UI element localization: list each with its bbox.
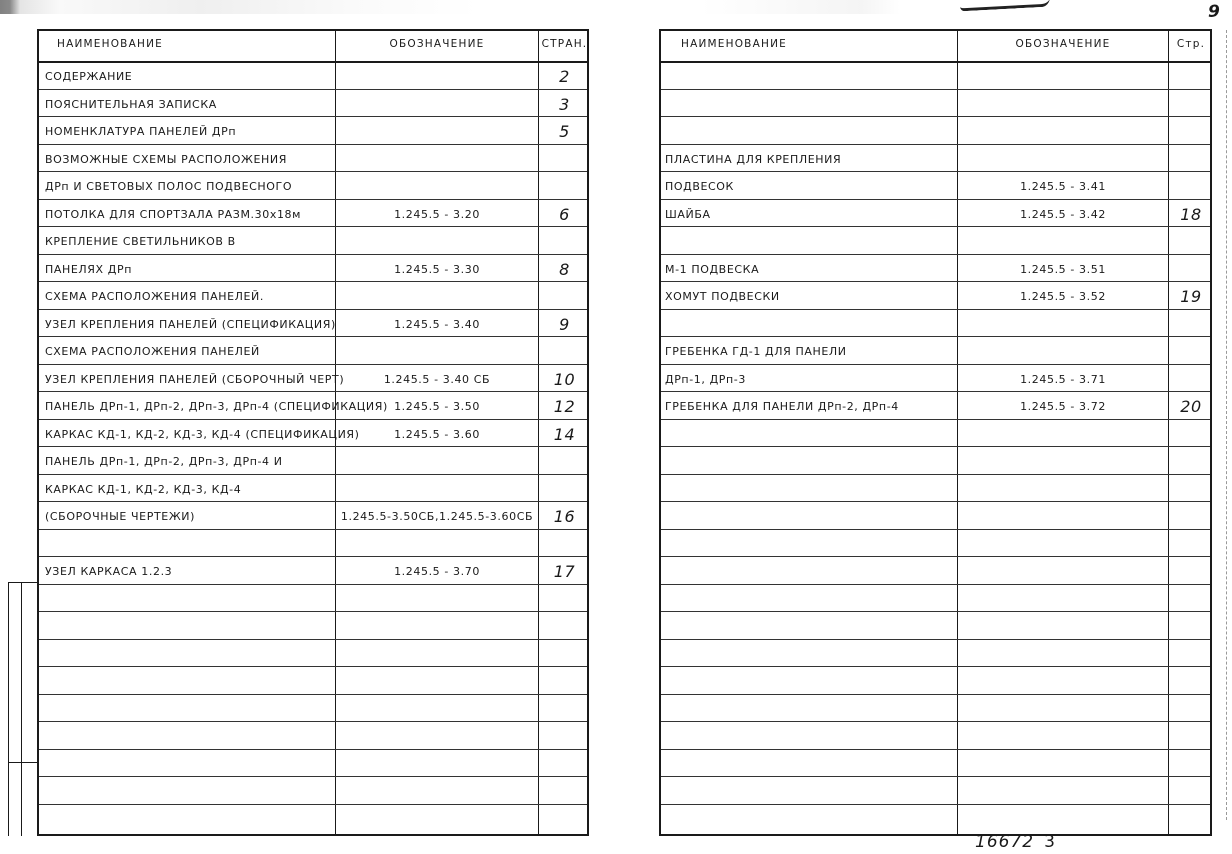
row-name: ГРЕБЕНКА ДЛЯ ПАНЕЛИ ДРп-2, ДРп-4 (665, 400, 899, 413)
row-page: 12 (553, 397, 576, 416)
header-code: ОБОЗНАЧЕНИЕ (389, 38, 485, 50)
row-code: 1.245.5 - 3.20 (394, 207, 480, 221)
table-row (39, 806, 587, 833)
table-row (39, 613, 587, 640)
row-page: 17 (553, 562, 576, 581)
row-divider (661, 666, 1210, 667)
binding-margin-line (21, 582, 22, 836)
row-divider (39, 474, 587, 475)
table-row (661, 228, 1210, 255)
contents-table-right (659, 29, 1212, 836)
row-divider (661, 584, 1210, 585)
table-row (661, 668, 1210, 695)
row-divider (661, 144, 1210, 145)
table-row (661, 641, 1210, 668)
table-row (661, 586, 1210, 613)
row-code: 1.245.5 - 3.72 (1020, 400, 1106, 413)
row-name: КРЕПЛЕНИЕ СВЕТИЛЬНИКОВ В (45, 235, 236, 248)
row-divider (39, 309, 587, 310)
row-divider (39, 529, 587, 530)
row-divider (661, 364, 1210, 365)
row-code: 1.245.5 - 3.40 СБ (383, 372, 491, 386)
table-row (661, 118, 1210, 145)
header-name: НАИМЕНОВАНИЕ (681, 38, 787, 50)
row-divider (661, 611, 1210, 612)
header-code: ОБОЗНАЧЕНИЕ (1015, 38, 1111, 50)
row-name: КАРКАС КД-1, КД-2, КД-3, КД-4 (45, 482, 242, 496)
row-divider (661, 336, 1210, 337)
table-row (39, 586, 587, 613)
table-row (661, 503, 1210, 530)
row-divider (39, 501, 587, 502)
row-divider (39, 804, 587, 805)
row-code: 1.245.5 - 3.50 (394, 400, 480, 413)
row-code: 1.245.5 - 3.52 (1020, 290, 1106, 303)
row-code: 1.245.5 - 3.40 (394, 317, 480, 331)
table-row (661, 201, 1210, 228)
table-row (39, 723, 587, 750)
table-header (39, 31, 587, 58)
row-divider (661, 501, 1210, 502)
row-divider (661, 694, 1210, 695)
row-divider (661, 776, 1210, 777)
row-divider (39, 226, 587, 227)
table-row (39, 118, 587, 145)
table-row (39, 311, 587, 338)
row-page: 5 (559, 122, 570, 141)
row-divider (661, 309, 1210, 310)
row-divider (39, 364, 587, 365)
binding-margin-tick (8, 762, 37, 763)
binding-margin-tick (8, 582, 37, 583)
row-name: ПОЯСНИТЕЛЬНАЯ ЗАПИСКА (45, 97, 217, 111)
row-divider (39, 611, 587, 612)
row-name: ПАНЕЛЯХ ДРп (45, 262, 132, 276)
table-row (661, 613, 1210, 640)
table-row (661, 283, 1210, 310)
table-row (39, 503, 587, 530)
row-page: 10 (553, 369, 576, 389)
table-row (661, 696, 1210, 723)
table-row (39, 531, 587, 558)
contents-table-left (37, 29, 589, 836)
table-row (661, 338, 1210, 365)
row-name: ШАЙБА (665, 207, 711, 221)
row-page: 16 (553, 507, 576, 526)
table-row (39, 778, 587, 805)
table-row (661, 806, 1210, 833)
row-name: ПАНЕЛЬ ДРп-1, ДРп-2, ДРп-3, ДРп-4 И (45, 455, 283, 468)
row-code: 1.245.5 - 3.41 (1020, 180, 1106, 193)
row-divider (39, 89, 587, 90)
row-divider (39, 419, 587, 420)
row-code: 1.245.5 - 3.30 (394, 262, 480, 276)
sheet-index: 3 (1044, 832, 1056, 852)
row-divider (39, 144, 587, 145)
table-row (661, 311, 1210, 338)
right-margin-mark (1226, 30, 1227, 820)
row-divider (661, 281, 1210, 282)
row-divider (39, 446, 587, 447)
row-divider (661, 446, 1210, 447)
header-page: СТРАН. (541, 38, 588, 50)
table-row (39, 91, 587, 118)
row-page: 9 (559, 314, 570, 334)
row-name: М-1 ПОДВЕСКА (665, 262, 760, 276)
table-row (661, 751, 1210, 778)
table-row (661, 91, 1210, 118)
row-divider (661, 226, 1210, 227)
row-page: 18 (1180, 204, 1202, 224)
row-name: ВОЗМОЖНЫЕ СХЕМЫ РАСПОЛОЖЕНИЯ (45, 152, 287, 166)
table-header (661, 31, 1210, 58)
row-code: 1.245.5 - 3.42 (1020, 207, 1106, 221)
row-divider (39, 666, 587, 667)
row-divider (661, 391, 1210, 392)
row-page: 20 (1180, 397, 1202, 416)
table-row (39, 228, 587, 255)
table-row (661, 476, 1210, 503)
row-divider (661, 721, 1210, 722)
sheet-footer (975, 832, 1056, 852)
row-divider (661, 556, 1210, 557)
row-divider (661, 474, 1210, 475)
row-divider (661, 171, 1210, 172)
row-divider (661, 116, 1210, 117)
table-row (661, 723, 1210, 750)
row-page: 14 (553, 424, 576, 444)
table-row (39, 668, 587, 695)
table-row (661, 63, 1210, 90)
row-divider (661, 639, 1210, 640)
table-row (39, 558, 587, 585)
row-divider (39, 281, 587, 282)
row-divider (39, 336, 587, 337)
header-page: Стр. (1176, 38, 1206, 50)
row-name: СХЕМА РАСПОЛОЖЕНИЯ ПАНЕЛЕЙ (45, 345, 260, 358)
table-row (661, 448, 1210, 475)
table-row (39, 366, 587, 393)
row-code: 1.245.5 - 3.60 (394, 427, 480, 441)
row-divider (39, 171, 587, 172)
table-row (39, 283, 587, 310)
row-page: 2 (559, 67, 570, 86)
row-name: КАРКАС КД-1, КД-2, КД-3, КД-4 (СПЕЦИФИКАЦИЯ) (45, 427, 360, 441)
row-name: ПАНЕЛЬ ДРп-1, ДРп-2, ДРп-3, ДРп-4 (СПЕЦИФИКАЦИЯ) (45, 400, 388, 413)
table-row (39, 393, 587, 420)
row-page: 19 (1180, 287, 1202, 306)
table-row (661, 173, 1210, 200)
table-row (661, 531, 1210, 558)
row-divider (661, 254, 1210, 255)
row-code: 1.245.5 - 3.71 (1020, 372, 1106, 386)
row-name: ПЛАСТИНА ДЛЯ КРЕПЛЕНИЯ (665, 152, 842, 166)
row-name: ПОТОЛКА ДЛЯ СПОРТЗАЛА РАЗМ.30х18м (45, 207, 302, 221)
row-code: 1.245.5-3.50СБ,1.245.5-3.60СБ (340, 510, 534, 523)
row-name: ДРп И СВЕТОВЫХ ПОЛОС ПОДВЕСНОГО (45, 180, 293, 193)
row-divider (661, 749, 1210, 750)
table-row (661, 366, 1210, 393)
row-divider (661, 804, 1210, 805)
row-name: НОМЕНКЛАТУРА ПАНЕЛЕЙ ДРп (45, 125, 237, 138)
table-row (39, 201, 587, 228)
binding-margin-line (8, 582, 9, 836)
table-row (661, 421, 1210, 448)
row-divider (661, 419, 1210, 420)
table-row (661, 393, 1210, 420)
sheet-number: 16672 (975, 832, 1035, 852)
row-divider (39, 776, 587, 777)
table-row (661, 558, 1210, 585)
row-divider (39, 391, 587, 392)
row-divider (661, 529, 1210, 530)
table-row (39, 63, 587, 90)
row-divider (39, 721, 587, 722)
row-name: ДРп-1, ДРп-3 (665, 372, 746, 386)
row-name: ХОМУТ ПОДВЕСКИ (665, 290, 780, 303)
row-name: СХЕМА РАСПОЛОЖЕНИЯ ПАНЕЛЕЙ. (45, 290, 264, 303)
row-name: (СБОРОЧНЫЕ ЧЕРТЕЖИ) (45, 510, 195, 523)
table-row (39, 641, 587, 668)
page-number: 9 (1208, 2, 1220, 22)
table-row (39, 448, 587, 475)
row-name: СОДЕРЖАНИЕ (45, 70, 133, 83)
table-row (39, 173, 587, 200)
row-divider (661, 199, 1210, 200)
header-name: НАИМЕНОВАНИЕ (57, 38, 163, 50)
row-name: УЗЕЛ КРЕПЛЕНИЯ ПАНЕЛЕЙ (СБОРОЧНЫЙ ЧЕРТ) (45, 372, 345, 386)
table-row (661, 146, 1210, 173)
table-row (661, 256, 1210, 283)
table-row (39, 421, 587, 448)
table-row (39, 338, 587, 365)
table-row (39, 476, 587, 503)
row-divider (39, 556, 587, 557)
row-divider (39, 116, 587, 117)
table-row (39, 256, 587, 283)
table-row (661, 778, 1210, 805)
row-divider (39, 749, 587, 750)
row-page: 8 (559, 259, 570, 279)
row-divider (661, 89, 1210, 90)
row-divider (39, 584, 587, 585)
row-divider (39, 694, 587, 695)
row-divider (39, 199, 587, 200)
row-divider (39, 254, 587, 255)
table-row (39, 751, 587, 778)
table-row (39, 696, 587, 723)
row-name: ГРЕБЕНКА ГД-1 ДЛЯ ПАНЕЛИ (665, 345, 847, 358)
row-name: ПОДВЕСОК (665, 180, 734, 193)
table-row (39, 146, 587, 173)
row-code: 1.245.5 - 3.70 (394, 565, 480, 578)
row-divider (39, 639, 587, 640)
row-name: УЗЕЛ КАРКАСА 1.2.3 (45, 565, 173, 578)
row-code: 1.245.5 - 3.51 (1020, 262, 1106, 276)
row-name: УЗЕЛ КРЕПЛЕНИЯ ПАНЕЛЕЙ (СПЕЦИФИКАЦИЯ) (45, 317, 336, 331)
row-page: 3 (559, 94, 570, 114)
row-page: 6 (559, 204, 570, 224)
